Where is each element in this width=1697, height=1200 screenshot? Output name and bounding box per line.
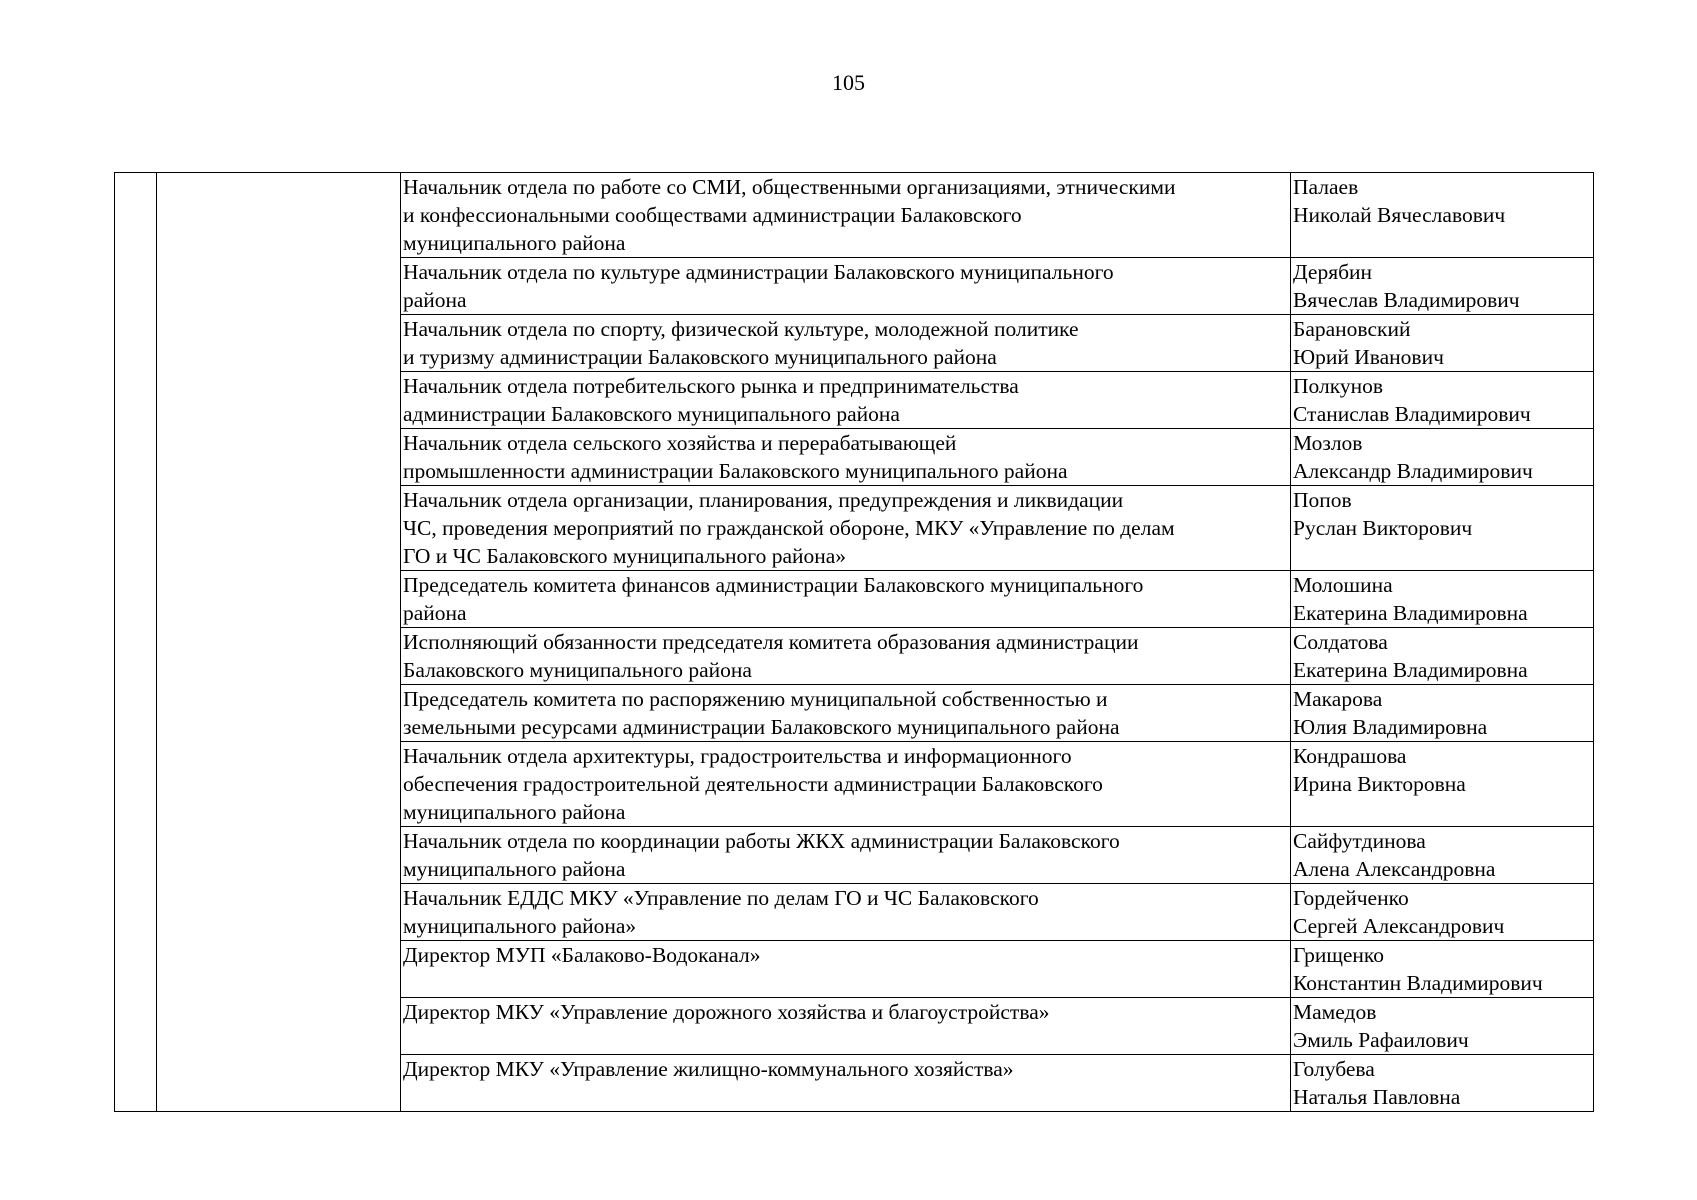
given-names-line: Александр Владимирович xyxy=(1293,459,1533,483)
surname-line: Дерябин xyxy=(1293,260,1373,284)
surname-line: Мозлов xyxy=(1293,431,1363,455)
surname-line: Попов xyxy=(1293,488,1352,512)
position-cell xyxy=(401,315,1291,372)
position-cell xyxy=(401,173,1291,258)
given-names-line: Наталья Павловна xyxy=(1293,1085,1461,1109)
position-line: Начальник отдела по спорту, физической культуре, молодежной политике xyxy=(403,317,1079,341)
name-cell xyxy=(1291,1055,1594,1112)
given-names-line: Алена Александровна xyxy=(1293,857,1496,881)
officials-table xyxy=(114,172,1594,1112)
position-line: муниципального района xyxy=(403,857,626,881)
surname-line: Полкунов xyxy=(1293,374,1384,398)
surname-line: Грищенко xyxy=(1293,943,1385,967)
name-cell xyxy=(1291,429,1594,486)
surname-line: Голубева xyxy=(1293,1057,1375,1081)
position-line: и туризму администрации Балаковского муниципального района xyxy=(403,345,997,369)
page-number: 105 xyxy=(832,70,865,95)
position-line: администрации Балаковского муниципального района xyxy=(403,402,900,426)
name-cell xyxy=(1291,173,1594,258)
name-cell xyxy=(1291,742,1594,827)
category-column-cell xyxy=(157,173,401,1112)
surname-line: Макарова xyxy=(1293,687,1383,711)
given-names-line: Руслан Викторович xyxy=(1293,516,1473,540)
surname-line: Гордейченко xyxy=(1293,886,1409,910)
position-line: Директор МУП «Балаково-Водоканал» xyxy=(403,943,761,967)
position-line: ЧС, проведения мероприятий по гражданской обороне, МКУ «Управление по делам xyxy=(403,516,1175,540)
name-cell xyxy=(1291,372,1594,429)
position-cell xyxy=(401,827,1291,884)
position-cell xyxy=(401,258,1291,315)
position-line: Исполняющий обязанности председателя комитета образования администрации xyxy=(403,630,1139,654)
position-line: промышленности администрации Балаковского муниципального района xyxy=(403,459,1068,483)
position-line: земельными ресурсами администрации Балаковского муниципального района xyxy=(403,715,1120,739)
position-line: Директор МКУ «Управление дорожного хозяйства и благоустройства» xyxy=(403,1000,1050,1024)
name-cell xyxy=(1291,884,1594,941)
surname-line: Сайфутдинова xyxy=(1293,829,1426,853)
position-cell xyxy=(401,372,1291,429)
surname-line: Мамедов xyxy=(1293,1000,1377,1024)
position-line: муниципального района xyxy=(403,800,626,824)
position-line: Начальник отдела организации, планирования, предупреждения и ликвидации xyxy=(403,488,1124,512)
position-line: Начальник отдела по работе со СМИ, общественными организациями, этническими xyxy=(403,175,1176,199)
name-cell xyxy=(1291,258,1594,315)
given-names-line: Вячеслав Владимирович xyxy=(1293,288,1520,312)
name-cell xyxy=(1291,998,1594,1055)
given-names-line: Николай Вячеславович xyxy=(1293,203,1506,227)
surname-line: Кондрашова xyxy=(1293,744,1407,768)
position-line: Директор МКУ «Управление жилищно-коммунального хозяйства» xyxy=(403,1057,1014,1081)
position-line: ГО и ЧС Балаковского муниципального района» xyxy=(403,544,847,568)
position-line: Балаковского муниципального района xyxy=(403,658,752,682)
position-cell xyxy=(401,628,1291,685)
position-cell xyxy=(401,571,1291,628)
number-column-cell xyxy=(115,173,157,1112)
given-names-line: Ирина Викторовна xyxy=(1293,772,1466,796)
given-names-line: Екатерина Владимировна xyxy=(1293,601,1528,625)
position-line: муниципального района» xyxy=(403,914,637,938)
given-names-line: Екатерина Владимировна xyxy=(1293,658,1528,682)
name-cell xyxy=(1291,315,1594,372)
given-names-line: Юрий Иванович xyxy=(1293,345,1444,369)
name-cell xyxy=(1291,628,1594,685)
position-cell xyxy=(401,742,1291,827)
name-cell xyxy=(1291,486,1594,571)
position-line: муниципального района xyxy=(403,231,626,255)
position-line: Начальник отдела по культуре администрации Балаковского муниципального xyxy=(403,260,1114,284)
name-cell xyxy=(1291,571,1594,628)
given-names-line: Константин Владимирович xyxy=(1293,971,1543,995)
given-names-line: Станислав Владимирович xyxy=(1293,402,1531,426)
position-cell xyxy=(401,941,1291,998)
given-names-line: Сергей Александрович xyxy=(1293,914,1505,938)
position-cell xyxy=(401,685,1291,742)
position-line: и конфессиональными сообществами администрации Балаковского xyxy=(403,203,1022,227)
officials-table-body xyxy=(115,173,1594,1112)
position-line: района xyxy=(403,601,467,625)
position-line: обеспечения градостроительной деятельности администрации Балаковского xyxy=(403,772,1103,796)
name-cell xyxy=(1291,827,1594,884)
position-line: Председатель комитета по распоряжению муниципальной собственностью и xyxy=(403,687,1108,711)
surname-line: Солдатова xyxy=(1293,630,1388,654)
surname-line: Палаев xyxy=(1293,175,1359,199)
surname-line: Барановский xyxy=(1293,317,1411,341)
name-cell xyxy=(1291,941,1594,998)
position-line: Начальник ЕДДС МКУ «Управление по делам ГО и ЧС Балаковского xyxy=(403,886,1039,910)
position-line: Начальник отдела потребительского рынка и предпринимательства xyxy=(403,374,1019,398)
position-line: Начальник отдела архитектуры, градостроительства и информационного xyxy=(403,744,1072,768)
table-row xyxy=(115,173,1594,258)
given-names-line: Эмиль Рафаилович xyxy=(1293,1028,1469,1052)
position-cell xyxy=(401,998,1291,1055)
position-line: Председатель комитета финансов администрации Балаковского муниципального xyxy=(403,573,1144,597)
position-line: района xyxy=(403,288,467,312)
position-line: Начальник отдела по координации работы ЖКХ администрации Балаковского xyxy=(403,829,1120,853)
name-cell xyxy=(1291,685,1594,742)
given-names-line: Юлия Владимировна xyxy=(1293,715,1488,739)
position-cell xyxy=(401,486,1291,571)
surname-line: Молошина xyxy=(1293,573,1393,597)
position-cell xyxy=(401,884,1291,941)
position-cell xyxy=(401,1055,1291,1112)
position-line: Начальник отдела сельского хозяйства и перерабатывающей xyxy=(403,431,957,455)
position-cell xyxy=(401,429,1291,486)
